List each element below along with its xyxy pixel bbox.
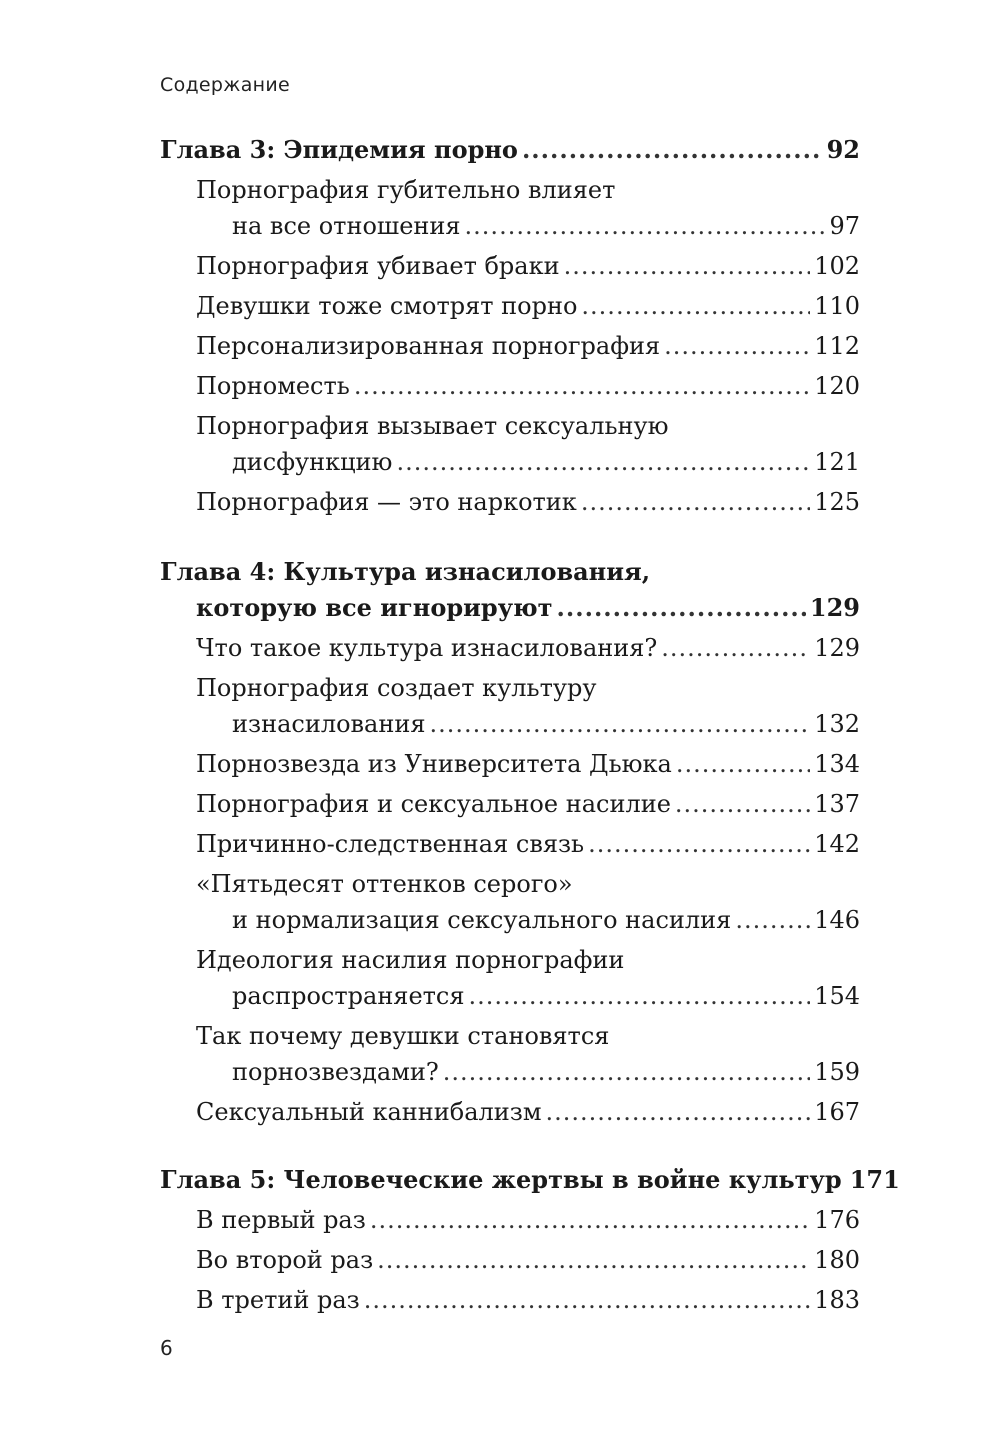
page-number: 120 [814, 372, 860, 400]
section-title: Порнография убивает браки [196, 252, 560, 280]
chapter-5-heading [160, 1162, 900, 1198]
leader-dots [581, 288, 810, 324]
leader-dots [564, 248, 811, 284]
leader-dots [676, 746, 810, 782]
section-title: Во второй раз [196, 1246, 374, 1274]
leader-dots [664, 328, 810, 364]
chapter-3-heading [160, 132, 860, 168]
section-title-cont: на все отношения [232, 212, 461, 240]
chapter-title: Глава 3: Эпидемия порно [160, 135, 518, 164]
section-title: Сексуальный каннибализм [196, 1098, 542, 1126]
chapter-title: Глава 4: Культура изнасилования, [160, 557, 651, 586]
section-title: Что такое культура изнасилования? [196, 634, 658, 662]
toc-entry [160, 1282, 860, 1318]
page-number: 171 [849, 1165, 900, 1194]
toc-entry [160, 786, 860, 822]
leader-dots [469, 978, 811, 1014]
leader-dots [557, 590, 806, 626]
page-number: 129 [809, 593, 860, 622]
toc-entry [160, 1094, 860, 1130]
chapter-title-cont: которую все игнорируют [196, 593, 553, 622]
section-title: «Пятьдесят оттенков серого» [196, 870, 573, 898]
page-number: 121 [814, 448, 860, 476]
section-title-cont: дисфункцию [232, 448, 393, 476]
toc-entry [160, 866, 860, 938]
toc-entry [160, 328, 860, 364]
page-number: 137 [814, 790, 860, 818]
page-number: 102 [814, 252, 860, 280]
leader-dots [443, 1054, 810, 1090]
running-head: Содержание [160, 74, 290, 96]
page-number: 92 [826, 135, 860, 164]
page-number: 159 [814, 1058, 860, 1086]
page-folio: 6 [160, 1336, 173, 1360]
section-title: Порнография и сексуальное насилие [196, 790, 671, 818]
page-number: 132 [814, 710, 860, 738]
leader-dots [377, 1242, 810, 1278]
toc-entry [160, 248, 860, 284]
leader-dots [396, 444, 810, 480]
chapter-title: Глава 5: Человеческие жертвы в войне культур [160, 1165, 842, 1194]
section-title: Порнозвезда из Университета Дьюка [196, 750, 672, 778]
leader-dots [522, 132, 823, 168]
page-number: 112 [814, 332, 860, 360]
leader-dots [354, 368, 810, 404]
page-number: 183 [814, 1286, 860, 1314]
section-title: Девушки тоже смотрят порно [196, 292, 578, 320]
toc-entry [160, 1242, 860, 1278]
section-title: Персонализированная порнография [196, 332, 661, 360]
section-title: Порнография губительно влияет [196, 176, 616, 204]
leader-dots [675, 786, 810, 822]
table-of-contents [160, 132, 900, 1318]
section-title-cont: распространяется [232, 982, 465, 1010]
page-number: 154 [814, 982, 860, 1010]
leader-dots [546, 1094, 811, 1130]
chapter-5 [160, 1162, 900, 1318]
page-number: 142 [814, 830, 860, 858]
section-title: Порнография создает культуру [196, 674, 597, 702]
toc-entry [160, 942, 860, 1014]
section-title: Порнография — это наркотик [196, 488, 577, 516]
page-number: 110 [814, 292, 860, 320]
chapter-4-heading [160, 590, 860, 626]
toc-entry [160, 746, 860, 782]
section-title: В первый раз [196, 1206, 366, 1234]
section-title: Порноместь [196, 372, 350, 400]
toc-entry [160, 1018, 860, 1090]
toc-entry [160, 288, 860, 324]
section-title: В третий раз [196, 1286, 360, 1314]
leader-dots [735, 902, 810, 938]
leader-dots [465, 208, 826, 244]
page-number: 129 [814, 634, 860, 662]
section-title-cont: порнозвездами? [232, 1058, 439, 1086]
page-number: 134 [814, 750, 860, 778]
section-title-cont: изнасилования [232, 710, 426, 738]
section-title: Идеология насилия порнографии [196, 946, 625, 974]
section-title: Так почему девушки становятся [196, 1022, 610, 1050]
leader-dots [588, 826, 810, 862]
section-title: Порнография вызывает сексуальную [196, 412, 669, 440]
chapter-3 [160, 132, 860, 520]
section-title-cont: и нормализация сексуального насилия [232, 906, 732, 934]
leader-dots [370, 1202, 810, 1238]
page-number: 176 [814, 1206, 860, 1234]
page-number: 97 [829, 212, 860, 240]
section-title: Причинно-следственная связь [196, 830, 585, 858]
leader-dots [581, 484, 810, 520]
toc-entry [160, 630, 860, 666]
chapter-4 [160, 554, 860, 1130]
toc-entry [160, 172, 860, 244]
leader-dots [661, 630, 810, 666]
toc-entry [160, 484, 860, 520]
toc-entry [160, 1202, 860, 1238]
page-number: 167 [814, 1098, 860, 1126]
leader-dots [364, 1282, 810, 1318]
page-number: 146 [814, 906, 860, 934]
toc-entry [160, 670, 860, 742]
leader-dots [429, 706, 810, 742]
toc-entry [160, 368, 860, 404]
toc-entry [160, 826, 860, 862]
toc-entry [160, 408, 860, 480]
page-number: 180 [814, 1246, 860, 1274]
page-number: 125 [814, 488, 860, 516]
